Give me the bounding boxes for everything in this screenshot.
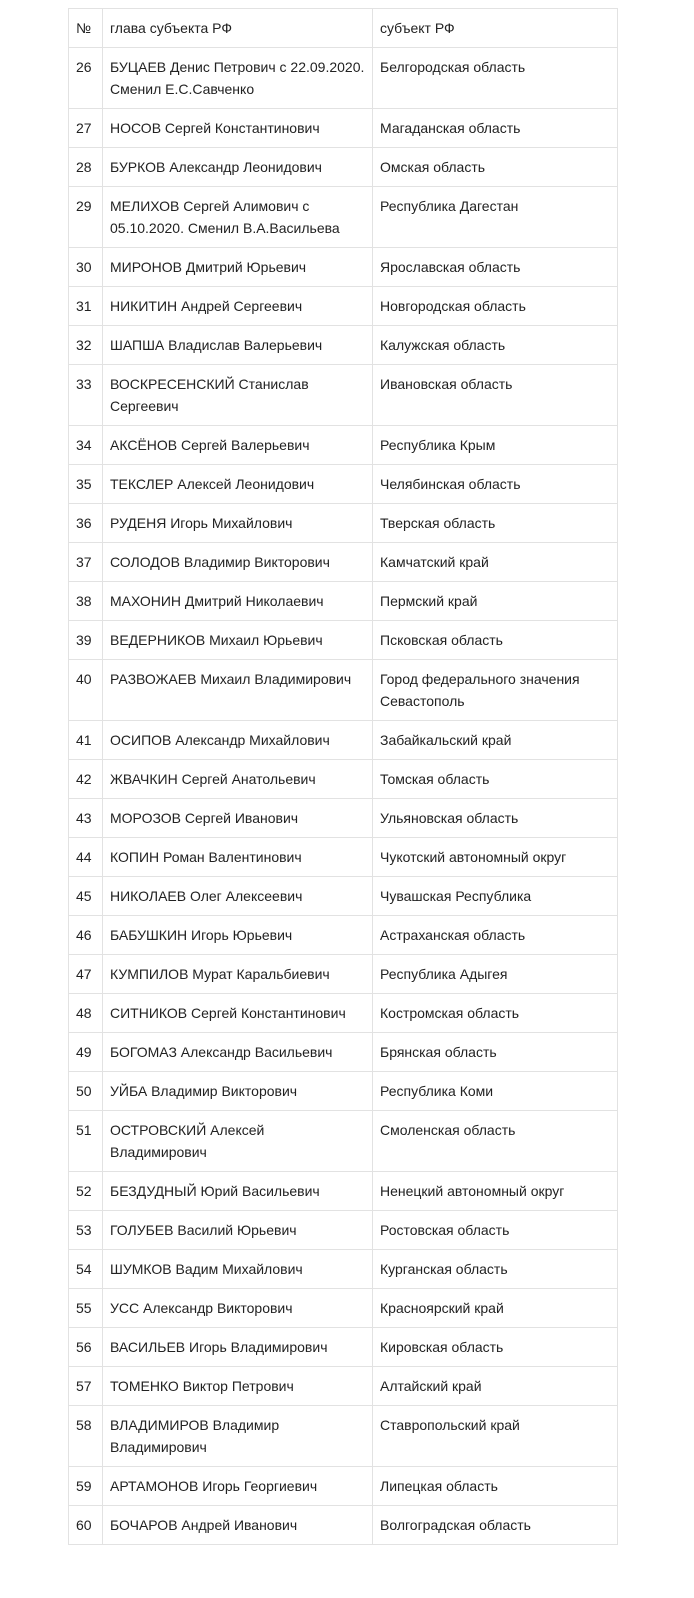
table-row [69, 48, 618, 109]
row-region: Тверская область [373, 504, 618, 543]
row-region: Новгородская область [373, 287, 618, 326]
table-row [69, 760, 618, 799]
row-region: Пермский край [373, 582, 618, 621]
table-row [69, 1072, 618, 1111]
row-governor-name: БАБУШКИН Игорь Юрьевич [103, 916, 373, 955]
table-body [69, 48, 618, 1545]
table-row [69, 660, 618, 721]
row-region: Смоленская область [373, 1111, 618, 1172]
row-number: 45 [69, 877, 103, 916]
table-row [69, 1250, 618, 1289]
table-row [69, 621, 618, 660]
table-row [69, 1406, 618, 1467]
row-region: Забайкальский край [373, 721, 618, 760]
row-number: 51 [69, 1111, 103, 1172]
row-region: Красноярский край [373, 1289, 618, 1328]
row-governor-name: МАХОНИН Дмитрий Николаевич [103, 582, 373, 621]
row-number: 49 [69, 1033, 103, 1072]
row-governor-name: ОСТРОВСКИЙ Алексей Владимирович [103, 1111, 373, 1172]
row-number: 37 [69, 543, 103, 582]
table-row [69, 916, 618, 955]
row-region: Челябинская область [373, 465, 618, 504]
table-row [69, 365, 618, 426]
table-row [69, 838, 618, 877]
row-governor-name: ВОСКРЕСЕНСКИЙ Станислав Сергеевич [103, 365, 373, 426]
table-row [69, 799, 618, 838]
row-region: Город федерального значения Севастополь [373, 660, 618, 721]
row-region: Чувашская Республика [373, 877, 618, 916]
table-row [69, 287, 618, 326]
table-row [69, 721, 618, 760]
row-number: 38 [69, 582, 103, 621]
row-number: 41 [69, 721, 103, 760]
row-governor-name: КОПИН Роман Валентинович [103, 838, 373, 877]
row-governor-name: ОСИПОВ Александр Михайлович [103, 721, 373, 760]
row-number: 59 [69, 1467, 103, 1506]
row-governor-name: БОГОМАЗ Александр Васильевич [103, 1033, 373, 1072]
row-number: 55 [69, 1289, 103, 1328]
row-region: Астраханская область [373, 916, 618, 955]
governors-table-container [68, 8, 617, 1545]
row-number: 27 [69, 109, 103, 148]
table-row [69, 582, 618, 621]
row-number: 30 [69, 248, 103, 287]
row-governor-name: ЖВАЧКИН Сергей Анатольевич [103, 760, 373, 799]
row-region: Ставропольский край [373, 1406, 618, 1467]
row-governor-name: НОСОВ Сергей Константинович [103, 109, 373, 148]
row-number: 32 [69, 326, 103, 365]
row-governor-name: БУЦАЕВ Денис Петрович с 22.09.2020. Сменил Е.С.Савченко [103, 48, 373, 109]
row-number: 34 [69, 426, 103, 465]
row-region: Ивановская область [373, 365, 618, 426]
row-region: Ростовская область [373, 1211, 618, 1250]
row-number: 28 [69, 148, 103, 187]
table-row [69, 1467, 618, 1506]
row-number: 50 [69, 1072, 103, 1111]
row-region: Республика Крым [373, 426, 618, 465]
table-row [69, 1111, 618, 1172]
row-number: 26 [69, 48, 103, 109]
row-number: 60 [69, 1506, 103, 1545]
row-governor-name: БОЧАРОВ Андрей Иванович [103, 1506, 373, 1545]
row-governor-name: ВАСИЛЬЕВ Игорь Владимирович [103, 1328, 373, 1367]
row-number: 46 [69, 916, 103, 955]
row-governor-name: НИКИТИН Андрей Сергеевич [103, 287, 373, 326]
row-region: Ненецкий автономный округ [373, 1172, 618, 1211]
row-region: Омская область [373, 148, 618, 187]
row-governor-name: ГОЛУБЕВ Василий Юрьевич [103, 1211, 373, 1250]
row-region: Ярославская область [373, 248, 618, 287]
row-governor-name: ШАПША Владислав Валерьевич [103, 326, 373, 365]
table-row [69, 326, 618, 365]
row-governor-name: МЕЛИХОВ Сергей Алимович с 05.10.2020. Сменил В.А.Васильева [103, 187, 373, 248]
row-governor-name: СИТНИКОВ Сергей Константинович [103, 994, 373, 1033]
row-governor-name: ТЕКСЛЕР Алексей Леонидович [103, 465, 373, 504]
row-number: 57 [69, 1367, 103, 1406]
row-governor-name: ВЛАДИМИРОВ Владимир Владимирович [103, 1406, 373, 1467]
row-number: 54 [69, 1250, 103, 1289]
row-region: Республика Адыгея [373, 955, 618, 994]
row-region: Республика Дагестан [373, 187, 618, 248]
row-governor-name: РАЗВОЖАЕВ Михаил Владимирович [103, 660, 373, 721]
row-region: Волгоградская область [373, 1506, 618, 1545]
table-row [69, 955, 618, 994]
table-row [69, 543, 618, 582]
row-governor-name: УСС Александр Викторович [103, 1289, 373, 1328]
header-number: № [69, 9, 103, 48]
row-number: 47 [69, 955, 103, 994]
table-row [69, 148, 618, 187]
table-row [69, 1172, 618, 1211]
row-governor-name: АКСЁНОВ Сергей Валерьевич [103, 426, 373, 465]
row-region: Калужская область [373, 326, 618, 365]
row-region: Кировская область [373, 1328, 618, 1367]
row-region: Магаданская область [373, 109, 618, 148]
table-row [69, 1328, 618, 1367]
table-row [69, 994, 618, 1033]
row-region: Ульяновская область [373, 799, 618, 838]
table-header-row [69, 9, 618, 48]
row-number: 52 [69, 1172, 103, 1211]
row-number: 48 [69, 994, 103, 1033]
row-number: 43 [69, 799, 103, 838]
table-row [69, 504, 618, 543]
row-governor-name: НИКОЛАЕВ Олег Алексеевич [103, 877, 373, 916]
row-governor-name: АРТАМОНОВ Игорь Георгиевич [103, 1467, 373, 1506]
row-number: 35 [69, 465, 103, 504]
row-number: 31 [69, 287, 103, 326]
row-governor-name: ТОМЕНКО Виктор Петрович [103, 1367, 373, 1406]
table-row [69, 187, 618, 248]
row-number: 40 [69, 660, 103, 721]
row-number: 29 [69, 187, 103, 248]
row-governor-name: СОЛОДОВ Владимир Викторович [103, 543, 373, 582]
header-governor: глава субъекта РФ [103, 9, 373, 48]
row-region: Костромская область [373, 994, 618, 1033]
row-number: 33 [69, 365, 103, 426]
row-region: Томская область [373, 760, 618, 799]
table-row [69, 877, 618, 916]
table-row [69, 465, 618, 504]
row-number: 44 [69, 838, 103, 877]
row-region: Чукотский автономный округ [373, 838, 618, 877]
header-region: субъект РФ [373, 9, 618, 48]
row-region: Псковская область [373, 621, 618, 660]
row-governor-name: БЕЗДУДНЫЙ Юрий Васильевич [103, 1172, 373, 1211]
row-governor-name: РУДЕНЯ Игорь Михайлович [103, 504, 373, 543]
row-region: Липецкая область [373, 1467, 618, 1506]
row-governor-name: МИРОНОВ Дмитрий Юрьевич [103, 248, 373, 287]
row-number: 53 [69, 1211, 103, 1250]
row-governor-name: КУМПИЛОВ Мурат Каральбиевич [103, 955, 373, 994]
row-governor-name: МОРОЗОВ Сергей Иванович [103, 799, 373, 838]
governors-table [68, 8, 618, 1545]
table-row [69, 1367, 618, 1406]
row-region: Алтайский край [373, 1367, 618, 1406]
row-number: 58 [69, 1406, 103, 1467]
table-row [69, 1289, 618, 1328]
row-region: Брянская область [373, 1033, 618, 1072]
row-governor-name: ШУМКОВ Вадим Михайлович [103, 1250, 373, 1289]
row-region: Республика Коми [373, 1072, 618, 1111]
row-number: 39 [69, 621, 103, 660]
table-row [69, 248, 618, 287]
row-region: Белгородская область [373, 48, 618, 109]
table-row [69, 1033, 618, 1072]
row-number: 56 [69, 1328, 103, 1367]
row-number: 36 [69, 504, 103, 543]
row-governor-name: БУРКОВ Александр Леонидович [103, 148, 373, 187]
table-row [69, 1506, 618, 1545]
table-row [69, 109, 618, 148]
row-governor-name: УЙБА Владимир Викторович [103, 1072, 373, 1111]
table-row [69, 426, 618, 465]
row-number: 42 [69, 760, 103, 799]
row-governor-name: ВЕДЕРНИКОВ Михаил Юрьевич [103, 621, 373, 660]
row-region: Курганская область [373, 1250, 618, 1289]
table-row [69, 1211, 618, 1250]
row-region: Камчатский край [373, 543, 618, 582]
